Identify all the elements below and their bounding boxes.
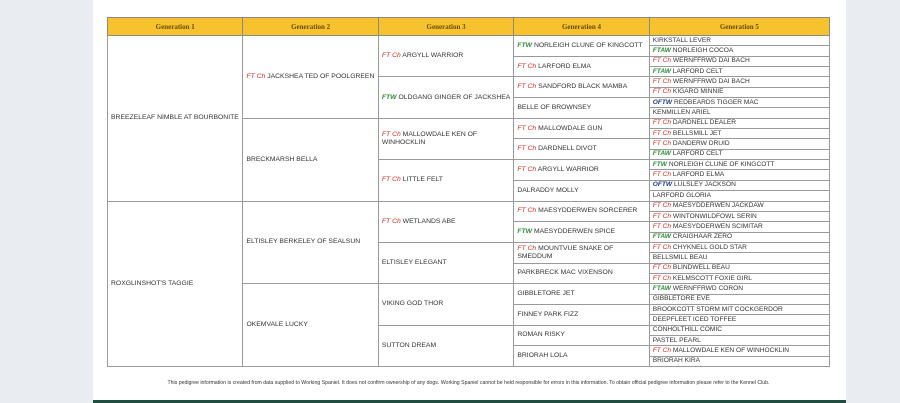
dog-name: MALLOWDALE KEN OF WINHOCKLIN bbox=[381, 130, 478, 146]
dog-name: REDBEARDS TIGGER MAC bbox=[674, 98, 759, 106]
title-prefix: FT Ch bbox=[652, 212, 672, 220]
generation-3-cell bbox=[378, 284, 513, 325]
title-prefix: FT Ch bbox=[246, 72, 266, 80]
generation-1-cell bbox=[108, 201, 243, 367]
generation-4-cell bbox=[514, 242, 649, 263]
title-prefix: FT Ch bbox=[381, 52, 401, 60]
dog-name: ARGYLL WARRIOR bbox=[537, 165, 599, 173]
title-prefix: FT Ch bbox=[652, 88, 672, 96]
dog-name: BLINDWELL BEAU bbox=[672, 264, 730, 272]
title-prefix: FTW bbox=[517, 228, 533, 236]
dog-name: WINTONWILDFOWL SERIN bbox=[672, 212, 757, 220]
dog-name: BELLSMILL JET bbox=[672, 129, 722, 137]
dog-name: WERNFFRWD CORON bbox=[672, 284, 743, 292]
title-prefix: FT Ch bbox=[517, 207, 537, 215]
title-prefix: FT Ch bbox=[517, 165, 537, 173]
dog-name: NORLEIGH CLUNE OF KINGCOTT bbox=[668, 160, 775, 168]
generation-5-cell bbox=[649, 98, 829, 108]
generation-5-cell bbox=[649, 149, 829, 159]
generation-5-cell bbox=[649, 253, 829, 263]
dog-name: PARKBRECK MAC VIXENSON bbox=[517, 269, 613, 277]
title-prefix: FTAW bbox=[652, 284, 671, 292]
pedigree-table bbox=[107, 17, 830, 367]
title-prefix: FTAW bbox=[652, 47, 671, 55]
title-prefix: FT Ch bbox=[381, 130, 401, 138]
title-prefix: FTAW bbox=[652, 67, 671, 75]
dog-name: SANDFORD BLACK MAMBA bbox=[538, 83, 628, 91]
header-row bbox=[108, 18, 830, 36]
generation-4-cell bbox=[514, 263, 649, 284]
title-prefix: FT Ch bbox=[381, 176, 401, 184]
header-generation-1: Generation 1 bbox=[108, 18, 243, 36]
dog-name: DEEPFLEET ICED TOFFEE bbox=[652, 315, 737, 323]
dog-name: NORLEIGH CLUNE OF KINGCOTT bbox=[533, 41, 643, 49]
title-prefix: FT Ch bbox=[652, 243, 672, 251]
title-prefix: FTW bbox=[652, 160, 668, 168]
title-prefix: FT Ch bbox=[652, 140, 672, 148]
dog-name: MOUNTVUE SNAKE OF SMEDDUM bbox=[517, 244, 614, 260]
generation-5-cell bbox=[649, 56, 829, 66]
generation-5-cell bbox=[649, 232, 829, 242]
generation-3-cell bbox=[378, 201, 513, 242]
title-prefix: FT Ch bbox=[517, 244, 537, 252]
dog-name: MALLOWDALE GUN bbox=[538, 124, 603, 132]
generation-3-cell bbox=[378, 118, 513, 159]
dog-name: MAESYDDERWEN SPICE bbox=[533, 228, 616, 236]
title-prefix: FTW bbox=[381, 93, 397, 101]
dog-name: JACKSHEA TED OF POOLGREEN bbox=[267, 72, 375, 80]
table-row bbox=[108, 201, 830, 211]
generation-5-cell bbox=[649, 325, 829, 335]
dog-name: BELLSMILL BEAU bbox=[652, 253, 708, 261]
dog-name: KIGARO MINNIE bbox=[672, 88, 724, 96]
dog-name: WERNFFRWD DAI BACH bbox=[672, 57, 750, 65]
table-row bbox=[108, 36, 830, 46]
title-prefix: FTW bbox=[517, 41, 533, 49]
dog-name: KIRKSTALL LEVER bbox=[652, 36, 712, 44]
generation-5-cell bbox=[649, 201, 829, 211]
title-prefix: FT Ch bbox=[652, 171, 672, 179]
title-prefix: FT Ch bbox=[381, 217, 401, 225]
dog-name: BELLE OF BROWNSEY bbox=[517, 103, 592, 111]
generation-3-cell bbox=[378, 325, 513, 366]
generation-5-cell bbox=[649, 191, 829, 201]
generation-5-cell bbox=[649, 36, 829, 46]
dog-name: LARFORD ELMA bbox=[538, 62, 591, 70]
generation-4-cell bbox=[514, 222, 649, 243]
title-prefix: FT Ch bbox=[652, 346, 672, 354]
generation-5-cell bbox=[649, 346, 829, 356]
disclaimer: This pedigree information is created from data supplied to Working Spaniel. It does not confirm ownership of any dogs. Working Spaniel cannot be held responsible for errors in this information. To obtain official pedigree information please refer to the Kennel Club. bbox=[167, 380, 770, 386]
title-prefix: FT Ch bbox=[517, 62, 537, 70]
dog-name: MALLOWDALE KEN OF WINHOCKLIN bbox=[672, 346, 790, 354]
title-prefix: FT Ch bbox=[652, 274, 672, 282]
generation-5-cell bbox=[649, 160, 829, 170]
title-prefix: FT Ch bbox=[517, 83, 537, 91]
dog-name: LULSLEY JACKSON bbox=[674, 181, 736, 189]
generation-4-cell bbox=[514, 325, 649, 346]
dog-name: LITTLE FELT bbox=[402, 176, 443, 184]
generation-2-cell bbox=[243, 118, 378, 201]
title-prefix: FTAW bbox=[652, 233, 671, 241]
generation-1-cell bbox=[108, 36, 243, 202]
generation-2-cell bbox=[243, 201, 378, 284]
generation-4-cell bbox=[514, 304, 649, 325]
generation-4-cell bbox=[514, 160, 649, 181]
dog-name: DARDNELL DEALER bbox=[672, 119, 737, 127]
dog-name: CONHOLTHILL COMIC bbox=[652, 326, 722, 334]
dog-name: LARFORD CELT bbox=[672, 150, 723, 158]
generation-5-cell bbox=[649, 108, 829, 118]
dog-name: GIBBLETORE JET bbox=[517, 290, 575, 298]
title-prefix: FT Ch bbox=[517, 145, 537, 153]
title-prefix: FT Ch bbox=[652, 264, 672, 272]
dog-name: OLDGANG GINGER OF JACKSHEA bbox=[398, 93, 511, 101]
title-prefix: OFTW bbox=[652, 181, 673, 189]
title-prefix: FTAW bbox=[652, 150, 671, 158]
generation-4-cell bbox=[514, 36, 649, 57]
dog-name: GIBBLETORE EVE bbox=[652, 295, 710, 303]
dog-name: VIKING GOD THOR bbox=[381, 300, 444, 308]
title-prefix: FT Ch bbox=[517, 124, 537, 132]
dog-name: BROOKCOTT STORM MIT COCKGERDOR bbox=[652, 305, 783, 313]
dog-name: DANDERW DRUID bbox=[672, 140, 730, 148]
dog-name: WERNFFRWD DAI BACH bbox=[672, 78, 750, 86]
dog-name: ELTISLEY ELEGANT bbox=[381, 259, 447, 267]
generation-5-cell bbox=[649, 356, 829, 366]
header-generation-4: Generation 4 bbox=[514, 18, 649, 36]
dog-name: DALRADDY MOLLY bbox=[517, 186, 579, 194]
generation-4-cell bbox=[514, 56, 649, 77]
dog-name: BRECKMARSH BELLA bbox=[246, 155, 318, 163]
dog-name: LARFORD GLORIA bbox=[652, 191, 712, 199]
generation-5-cell bbox=[649, 77, 829, 87]
dog-name: OKEMVALE LUCKY bbox=[246, 321, 308, 329]
generation-3-cell bbox=[378, 242, 513, 283]
generation-5-cell bbox=[649, 67, 829, 77]
generation-3-cell bbox=[378, 36, 513, 77]
dog-name: CHYKNELL GOLD STAR bbox=[672, 243, 747, 251]
dog-name: MAESYDDERWEN JACKDAW bbox=[672, 202, 764, 210]
dog-name: LARFORD CELT bbox=[672, 67, 723, 75]
generation-4-cell bbox=[514, 180, 649, 201]
generation-5-cell bbox=[649, 211, 829, 221]
dog-name: ARGYLL WARRIOR bbox=[402, 52, 464, 60]
dog-name: BRIORAH KIRA bbox=[652, 357, 701, 365]
generation-3-cell bbox=[378, 77, 513, 118]
header-generation-2: Generation 2 bbox=[243, 18, 378, 36]
generation-5-cell bbox=[649, 180, 829, 190]
generation-5-cell bbox=[649, 170, 829, 180]
title-prefix: FT Ch bbox=[652, 222, 672, 230]
title-prefix: FT Ch bbox=[652, 202, 672, 210]
dog-name: ROXGLINSHOT'S TAGGIE bbox=[111, 279, 194, 287]
generation-4-cell bbox=[514, 201, 649, 222]
generation-5-cell bbox=[649, 335, 829, 345]
title-prefix: FT Ch bbox=[652, 129, 672, 137]
generation-5-cell bbox=[649, 315, 829, 325]
generation-5-cell bbox=[649, 294, 829, 304]
dog-name: ELTISLEY BERKELEY OF SEALSUN bbox=[246, 238, 361, 246]
title-prefix: FT Ch bbox=[652, 78, 672, 86]
dog-name: BRIORAH LOLA bbox=[517, 352, 568, 360]
generation-5-cell bbox=[649, 304, 829, 314]
generation-5-cell bbox=[649, 263, 829, 273]
generation-4-cell bbox=[514, 346, 649, 367]
generation-5-cell bbox=[649, 46, 829, 56]
pedigree-body bbox=[108, 36, 830, 367]
dog-name: ROMAN RISKY bbox=[517, 331, 565, 339]
dog-name: CRAIGHAAR ZERO bbox=[672, 233, 733, 241]
dog-name: KELMSCOTT FOXIE GIRL bbox=[672, 274, 752, 282]
header-generation-5: Generation 5 bbox=[649, 18, 829, 36]
dog-name: NORLEIGH COCOA bbox=[672, 47, 734, 55]
generation-5-cell bbox=[649, 87, 829, 97]
generation-4-cell bbox=[514, 77, 649, 98]
dog-name: MAESYDDERWEN SORCERER bbox=[538, 207, 638, 215]
dog-name: PASTEL PEARL bbox=[652, 336, 701, 344]
dog-name: FINNEY PARK FIZZ bbox=[517, 310, 579, 318]
generation-4-cell bbox=[514, 118, 649, 139]
title-prefix: OFTW bbox=[652, 98, 673, 106]
generation-2-cell bbox=[243, 284, 378, 367]
generation-3-cell bbox=[378, 160, 513, 201]
generation-5-cell bbox=[649, 284, 829, 294]
header-generation-3: Generation 3 bbox=[378, 18, 513, 36]
generation-5-cell bbox=[649, 129, 829, 139]
dog-name: MAESYDDERWEN SCIMITAR bbox=[672, 222, 763, 230]
dog-name: LARFORD ELMA bbox=[672, 171, 725, 179]
dog-name: KENMILLEN ARIEL bbox=[652, 109, 711, 117]
title-prefix: FT Ch bbox=[652, 57, 672, 65]
generation-2-cell bbox=[243, 36, 378, 119]
generation-5-cell bbox=[649, 273, 829, 283]
generation-4-cell bbox=[514, 139, 649, 160]
dog-name: DARDNELL DIVOT bbox=[538, 145, 597, 153]
generation-5-cell bbox=[649, 242, 829, 252]
generation-4-cell bbox=[514, 284, 649, 305]
dog-name: WETLANDS ABE bbox=[402, 217, 456, 225]
generation-5-cell bbox=[649, 118, 829, 128]
generation-4-cell bbox=[514, 98, 649, 119]
dog-name: BREEZELEAF NIMBLE AT BOURBONITE bbox=[111, 114, 239, 122]
title-prefix: FT Ch bbox=[652, 119, 672, 127]
generation-5-cell bbox=[649, 222, 829, 232]
generation-5-cell bbox=[649, 139, 829, 149]
dog-name: SUTTON DREAM bbox=[381, 341, 437, 349]
